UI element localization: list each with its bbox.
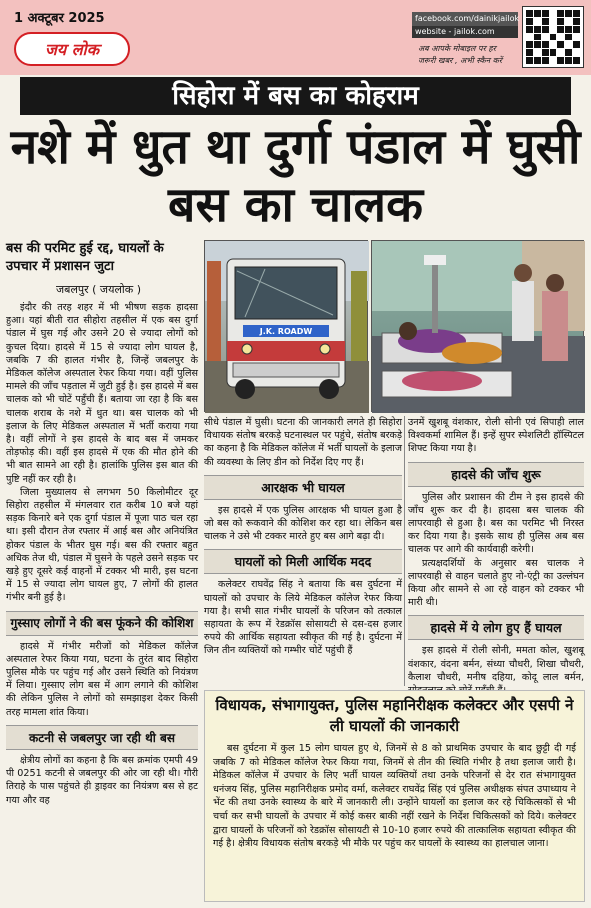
paragraph: इंदौर की तरह शहर में भी भीषण सड़क हादसा हुआ। यहां बीती रात सीहोरा तहसील में एक बस दुर्गा पंडाल में घुस गई और उसने 20 से ज्यादा लोगों को कुचल दिया। हादसे में 15 से ज्यादा लोग घायल है, जबकि 7 की हालत गंभीर है, जिन्हें जबलपुर के मेडिकल कॉलेज अस्पताल रेफर किया गया। वहीं पुलिस मामले की जाँच पड़ताल में जुटी हुई है। इस हादसे में बस चालक को भी चोटें पहुँची हैं। बताया जा रहा है कि बस चालक शराब के नशे में धुत था। बस चालक को भी इलाज के लिए मेडिकल अस्पताल में भर्ती कराया गया है। वहीं लोगों ने इस हादसे के बाद बस में जमकर तोड़फोड़ की। वहीं इस हादसे में एक की मौत होने की भी बात सामने आ रही है। हालांकि पुलिस इस बात की पुष्टि नहीं कर रही है।: [6, 302, 198, 485]
section-heading: गुस्साए लोगों ने की बस फूंकने की कोशिश: [6, 611, 198, 636]
section-heading: आरक्षक भी घायल: [204, 475, 402, 500]
paragraph: हादसे में गंभीर मरीजों को मेडिकल कॉलेज अस्पताल रेफर किया गया, घटना के तुरंत बाद सिहोरा पुलिस मौके पर पहुंच गई और उसने स्थिति को नियंत्रण में लिया। गुस्साए लोग बस में आग लगाने की कोशिश की लेकिन पुलिस ने लोगों को समझाइश देकर किसी तरह मामला शांत किया।: [6, 640, 198, 718]
box-heading: विधायक, संभागायुक्त, पुलिस महानिरीक्षक कलेक्टर और एसपी ने ली घायलों की जानकारी: [215, 696, 574, 735]
left-column: [6, 240, 198, 900]
paragraph: इस हादसे में रोली सोनी, ममता कोल, खुशबू वंशकार, वंदना बर्मन, संध्या चौधरी, शिखा चौधरी, कैलाश चौधरी, मनीष दहिया, कोदू लाल बर्मन,: [408, 645, 584, 683]
middle-column: [204, 416, 402, 686]
scan-tagline-line1: अब आपके मोबाइल पर हर: [418, 44, 496, 53]
paragraph: इस हादसे में एक पुलिस आरक्षक भी घायल हुआ है जो बस को रूकवाने की कोशिश कर रहा था। लेकिन बस चालक ने उसे भी टक्कर मारते हुए बस आगे बढ़ा दी।: [204, 504, 402, 543]
qr-code-icon[interactable]: [522, 6, 584, 68]
paragraph: उनमें खुशबू वंशकार, रोली सोनी एवं सिपाही लाल विश्वकर्मा शामिल हैं। इन्हें सुपर स्पेशलिटी हॉस्पिटल शिफ्ट किया गया है।: [408, 417, 584, 455]
hospital-ward-photo: [371, 240, 584, 412]
newspaper-logo: [14, 32, 130, 66]
paragraph: सीधे पंडाल में घुसी। घटना की जानकारी लगते ही सिहोरा विधायक संतोष बरकड़े घटनास्थल पर पहुंचे, संतोष बरकड़े का कहना है कि मेडिकल कॉलेज में भर्ती घायलों के इलाज की व्यवस्था के लिए डीन को निर्देश दिए गए हैं।: [204, 417, 402, 468]
section-heading: हादसे में ये लोग हुए हैं घायल: [408, 615, 584, 640]
issue-date: 1 अक्टूबर 2025: [14, 11, 105, 26]
subheadline: बस की परमिट हुई रद्द, घायलों के उपचार में प्रशासन जुटा: [6, 241, 164, 274]
website-link[interactable]: website - jailok.com: [412, 26, 518, 38]
logo-text: जय लोक: [44, 40, 99, 59]
officials-visit-box: [204, 690, 585, 902]
bus-crash-photo: [204, 240, 368, 412]
paragraph: बस दुर्घटना में कुल 15 लोग घायल हुए थे, जिनमें से 8 को प्राथमिक उपचार के बाद छुट्टी दी गई जबकि 7 को मेडिकल कॉलेज रेफर किया गया, जिनमें से तीन की स्थिति गंभीर है तथा इलाज जारी है। मेडिकल कॉलेज में उपचार के लिए भर्ती घायल व्यक्तियों तथा उनके परिजनों से देर रात संभागायुक्त धनंजय सिंह, पुलिस महानिरीक्षक प्रमोद वर्मा, कलेक्टर राघवेंद्र सिंह एवं पुलिस अधीक्षक संपत उपाध्याय ने भेंट की तथा उनके स्वास्थ्य के बारे में जानकारी ली। उन्होंने घायलों का इलाज कर रहे चिकित्सकों से भी चर्चा कर सभी घायलों के उपचार में कोई कसर बाकी नहीं रखने के निर्देश चिकित्सकों को दिये। कलेक्टर द्वारा घायलों के परिजनों को रेडक्रॉस सोसायटी से 10-10 हजार रुपये की तात्कालिक सहायता स्वीकृत की गई है। क्षेत्रीय विधायक संतोष बरकड़े भी मौके पर पहुंच कर घायलों के स्वास्थ्य का हालचाल जाना।: [213, 743, 576, 850]
byline: जबलपुर ( जयलोक ): [56, 283, 142, 296]
main-headline: नशे में धुत था दुर्गा पंडाल में घुसी बस का चालक: [10, 119, 581, 233]
paragraph: पुलिस और प्रशासन की टीम ने इस हादसे की जाँच शुरू कर दी है। हादसा बस चालक की लापरवाही से हुआ है। बस का परमिट भी निरस्त कर दिया गया है। इसके साथ ही पुलिस अब बस चालक पर आगे की कार्यवाही करेगी।: [408, 491, 584, 556]
section-heading: घायलों को मिली आर्थिक मदद: [204, 549, 402, 574]
paragraph: प्रत्यक्षदर्शियों के अनुसार बस चालक ने लापरवाही से वाहन चलाते हुए नो-एंट्री का उल्लंघन किया और सामने से आ रहे वाहन को टक्कर भी मारी थी।: [408, 557, 584, 609]
article-body: [6, 301, 198, 605]
facebook-link[interactable]: facebook.com/dainikjailok: [412, 12, 518, 26]
masthead: [0, 0, 591, 75]
section-heading: कटनी से जबलपुर जा रही थी बस: [6, 725, 198, 750]
scan-tagline-line2: जरूरी खबर , अभी स्कैन करें: [418, 56, 503, 65]
paragraph: क्षेत्रीय लोगों का कहना है कि बस क्रमांक एमपी 49 पी 0251 कटनी से जबलपुर की ओर जा रही थी। गौरी तिराहे के पास पहुंचते ही ड्राइवर का नियंत्रण बस से हट गया और वह: [6, 754, 198, 806]
right-column: [408, 416, 584, 686]
section-heading: हादसे की जाँच शुरू: [408, 462, 584, 487]
paragraph: कलेक्टर राघवेंद्र सिंह ने बताया कि बस दुर्घटना में घायलों को उपचार के लिये मेडिकल कॉलेज रेफर किया गया है। सभी सात गंभीर घायलों के परिजन को तत्काल सहायता के रूप में रेडक्रॉस सोसायटी से दस-दस हजार रुपये की आर्थिक सहायता स्वीकृत की गई है। दुर्घटना में जिन तीन व्यक्तियों को गम्भीर चोटें पहुंची हैं: [204, 579, 402, 657]
bus-name-plate: J.K. ROADW: [259, 327, 313, 336]
kicker-banner: सिहोरा में बस का कोहराम: [20, 77, 571, 115]
paragraph: जिला मुख्यालय से लगभग 50 किलोमीटर दूर सिहोरा तहसील में मंगलवार रात करीब 10 बजे यहां सड़क किनारे बने एक दुर्गा पंडाल में पूजा पाठ चल रहा था। इसी दौरान तेज रफ्तार में आई बस और अनियंत्रित होकर पंडाल के भीतर घुस गई। बस की रफ्तार बहुत अधिक तेज थी, पंडाल में घुसने के पहले उसने सड़क पर खड़े हुए दूसरे कई वाहनों में टक्कर भी मारी, इस घटना में 15 से ज्यादा लोग घायल हुए, 7 लोगों की हालत गंभीर बनी हुई है।: [6, 486, 198, 604]
column-divider: [404, 416, 405, 686]
